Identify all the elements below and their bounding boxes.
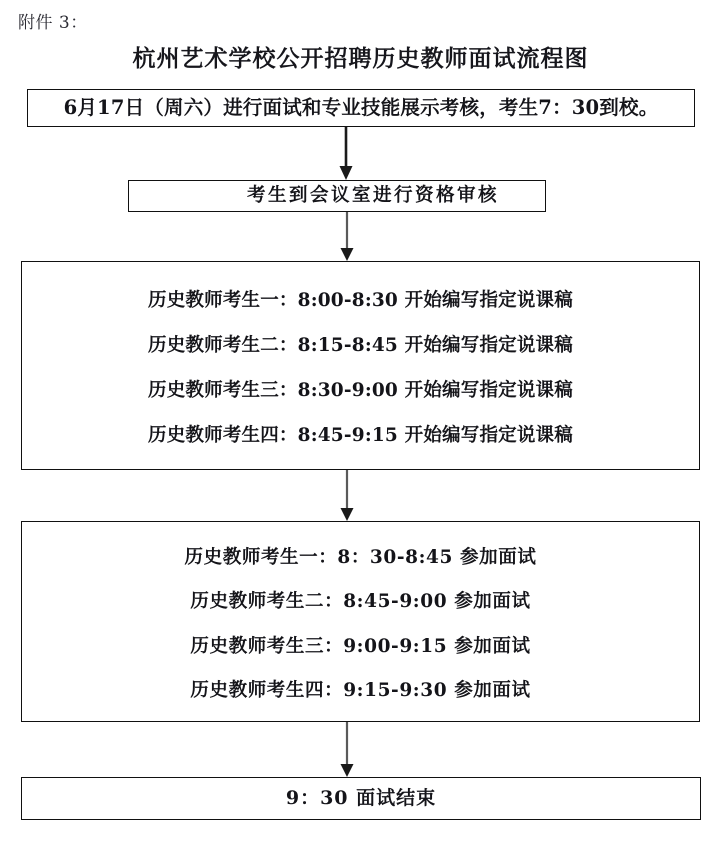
flow-box-lesson-draft-schedule xyxy=(21,261,700,470)
arrow-step4-to-step5 xyxy=(336,722,358,777)
page-title: 杭州艺术学校公开招聘历史教师面试流程图 xyxy=(132,45,589,72)
arrow-step2-to-step3 xyxy=(336,212,358,261)
list-item: 历史教师考生四：8:45-9:15 开始编写指定说课稿 xyxy=(148,425,573,447)
attachment-label: 附件 3： xyxy=(18,13,88,33)
flow-box-interview-end xyxy=(21,777,701,820)
flow-box-qualification-review xyxy=(128,180,546,212)
flow-box-interview-date-notice xyxy=(27,89,695,127)
interview-schedule-list xyxy=(22,522,699,721)
flow-box-text: 考生到会议室进行资格审核 xyxy=(246,185,499,206)
flow-box-interview-schedule xyxy=(21,521,700,722)
list-item: 历史教师考生一：8：30-8:45 参加面试 xyxy=(184,547,537,569)
list-item: 历史教师考生三：9:00-9:15 参加面试 xyxy=(190,635,531,657)
lesson-draft-list xyxy=(22,262,699,469)
list-item: 历史教师考生二：8:15-8:45 开始编写指定说课稿 xyxy=(148,334,573,356)
flow-box-text: 9：30 面试结束 xyxy=(285,787,437,809)
list-item: 历史教师考生三：8:30-9:00 开始编写指定说课稿 xyxy=(148,380,573,402)
list-item: 历史教师考生二：8:45-9:00 参加面试 xyxy=(190,591,531,613)
list-item: 历史教师考生四：9:15-9:30 参加面试 xyxy=(190,679,531,701)
list-item: 历史教师考生一：8:00-8:30 开始编写指定说课稿 xyxy=(148,289,573,311)
arrow-step3-to-step4 xyxy=(336,470,358,521)
flow-box-text: 6月17日（周六）进行面试和专业技能展示考核，考生7：30到校。 xyxy=(63,96,659,119)
arrow-step1-to-step2 xyxy=(335,127,357,180)
